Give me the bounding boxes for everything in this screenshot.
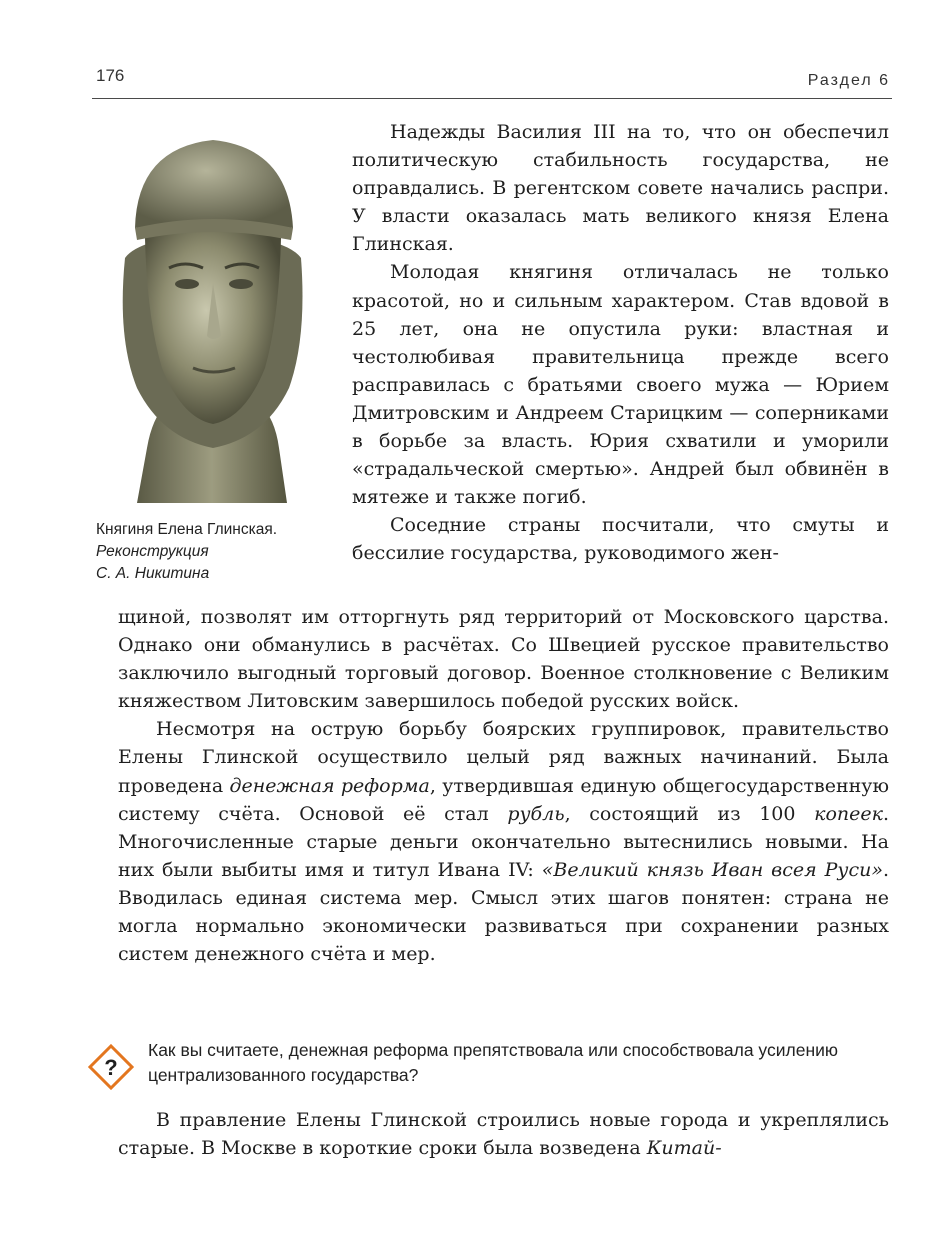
term-title: «Великий князь Иван всея Руси» <box>541 858 883 881</box>
caption-subtitle: Реконструкция <box>96 543 209 560</box>
paragraph-princess: Молодая княгиня отличалась не только красотой, но и сильным характером. Став вдовой в 25 лет, она не опустила руки: властная и честолюбивая правительница прежде всего расправилась с братьями своего мужа — Юрием Дмитровским и Андреем Старицким — соперниками в борьбе за власть. Юрия схватили и уморили «страдальческой смертью». Андрей был обвинён в мятеже и также погиб. <box>352 261 889 509</box>
text-column <box>352 118 889 568</box>
text-body <box>118 603 889 968</box>
paragraph-neighbors-end: щиной, позволят им отторгнуть ряд территорий от Московского царства. Однако они обманулись в расчётах. Со Швецией русское правительство заключило выгодный торговый договор. Военное столкновение с Великим княжеством Литовским завершилось победой русских войск. <box>118 606 889 713</box>
paragraph-regency: Надежды Василия III на то, что он обеспечил политическую стабильность государства, не оправдались. В регентском совете начались распри. У власти оказалась мать великого князя Елена Глинская. <box>352 121 889 256</box>
term-kitay: Китай- <box>646 1137 722 1160</box>
question-symbol: ? <box>104 1055 118 1080</box>
text-body-end <box>118 1106 889 1162</box>
caption-title: Княгиня Елена Глинская. <box>96 521 278 538</box>
section-label: Раздел 6 <box>807 72 890 89</box>
caption-author: С. А. Никитина <box>96 565 210 582</box>
question-box <box>88 1038 898 1094</box>
term-ruble: рубль <box>507 802 565 825</box>
paragraph-reform: Несмотря на острую борьбу боярских группировок, правительство Елены Глинской осуществило целый ряд важных начинаний. Была проведена денежная реформа, утвердившая единую общегосударственную систему счёта. Основой её стал рубль, состоящий из 100 копеек. Многочисленные старые деньги окончательно вытеснились новыми. На них были выбиты имя и титул Ивана IV: «Великий князь Иван всея Руси». Вводилась единая система мер. Смысл этих шагов понятен: страна не могла нормально экономически развиваться при сохранении разных систем денежного счёта и мер. <box>118 718 889 966</box>
question-icon <box>88 1044 134 1090</box>
figure-caption <box>96 519 346 585</box>
portrait-image <box>107 118 319 510</box>
page-number: 176 <box>96 66 125 85</box>
term-kopeck: копеек <box>814 802 883 825</box>
paragraph-neighbors-start: Соседние страны посчитали, что смуты и бессилие государства, руководимого жен- <box>352 514 889 565</box>
term-monetary-reform: денежная реформа <box>229 774 430 797</box>
page-header <box>92 60 892 99</box>
paragraph-cities: В правление Елены Глинской строились новые города и укреплялись старые. В Москве в короткие сроки была возведена Китай- <box>118 1109 889 1160</box>
question-text: Как вы считаете, денежная реформа препятствовала или способствовала усилению централизованного государства? <box>148 1040 839 1085</box>
